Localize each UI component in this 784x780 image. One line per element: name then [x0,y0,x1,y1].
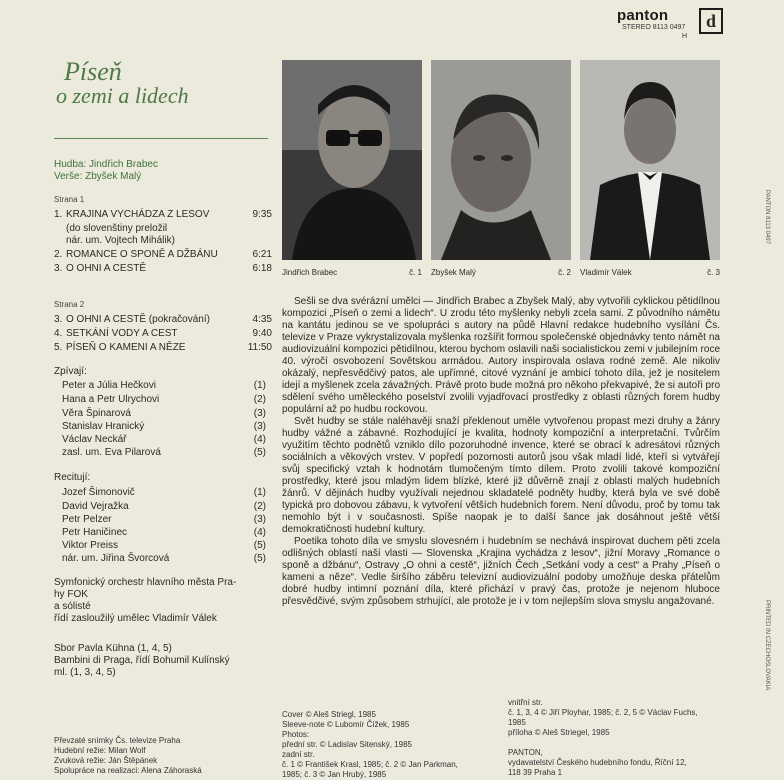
orchestra-credit: Symfonický orchestr hlavního města Pra- hy FOK a sólisté řídí zasloužilý umělec Vladimír Válek [54,577,237,624]
singers-header: Zpívají: [54,366,87,377]
reciters-header: Recitují: [54,472,91,483]
footer-publisher: vnitřní str. č. 1, 3, 4 © Jiří Ployhar, 1985; č. 2, 5 © Václav Fuchs, 1985 příloha © Aleš Striegel, 1985 PANTON, vydavatelství Českého hudebního fondu, Říční 12, 118 39 Praha 1 [508,698,698,777]
list-item: Petr Pelzer (3) [62,514,266,525]
photo-brabec [282,60,422,260]
choir-credit: Sbor Pavla Kühna (1, 4, 5) Bambini di Praga, řídí Bohumil Kulínský ml. (1, 3, 4, 5) [54,643,230,678]
track-row: 2. ROMANCE O SPONĚ A DŽBÁNU 6:21 [54,249,272,260]
footer-production: Převzaté snímky Čs. televize Praha Hudební režie: Milan Wolf Zvuková režie: Ján Štěpánek Spolupráce na realizaci: Alena Záhoraská [54,736,202,775]
panton-logo: d [699,8,723,34]
album-title [54,57,264,108]
sleeve-note [282,296,720,608]
track-row: 5. PÍSEŇ O KAMENI A NĚZE 11:50 [54,342,272,353]
list-item: Peter a Júlia Hečkovi (1) [62,380,266,391]
title-divider [54,138,268,139]
photo-maly [431,60,571,260]
music-credit: Hudba: Jindřich Brabec [54,159,158,170]
list-item: zasl. um. Eva Pilarová (5) [62,447,266,458]
track-row: 4. SETKÁNÍ VODY A CEST 9:40 [54,328,272,339]
track-row: 3. O OHNI A CESTĚ (pokračování) 4:35 [54,314,272,325]
album-title-line2: o zemi a lidech [56,83,189,108]
list-item: Viktor Preiss (5) [62,540,266,551]
track-row: 3. O OHNI A CESTĚ 6:18 [54,263,272,274]
list-item: Stanislav Hranický (3) [62,421,266,432]
side2-label: Strana 2 [54,300,85,309]
track-note: nár. um. Vojtech Mihálik) [66,235,175,246]
spine-text-top: PANTON 8113 0497 [764,190,770,245]
list-item: David Vejražka (2) [62,501,266,512]
lyrics-credit: Verše: Zbyšek Malý [54,171,142,182]
track-row: 1. KRAJINA VYCHÁDZA Z LESOV 9:35 [54,209,272,220]
catalog-suffix: H [682,33,688,40]
list-item: nár. um. Jiřina Švorcová (5) [62,553,266,564]
photo-caption: Vladimír Válek č. 3 [580,268,720,277]
paragraph: Poetika tohoto díla ve smyslu slovesném i hudebním se nechává inspirovat duchem pěti zcela odlišných oblastí naší vlasti — Slovenska „Krajina vychádza z lesov“, jižní Moravy „Romance o sponě a džbánu“, Ostravy „O ohni a cestě“, jižních Čech „Setkání vody a cest“ a Prahy „Píseň o kameni a něze“. Vedle širšího záběru televizní audiovizuální podoby umožňuje deska přátelům dobré hudby intimní poznání díla, které přichází v pravý čas, protože je nejenom hluboce přesvědčivé, svým způsobem strhující, ale protože je i v tom nejlepším slova smyslu angažované. [282,536,720,607]
side1-label: Strana 1 [54,195,85,204]
catalog-number: STEREO 8113 0497 [622,24,686,31]
list-item: Jozef Šimonovič (1) [62,487,266,498]
photo-caption: Jindřich Brabec č. 1 [282,268,422,277]
photo-caption: Zbyšek Malý č. 2 [431,268,571,277]
brand-name: panton [617,7,669,24]
list-item: Petr Haničinec (4) [62,527,266,538]
spine-text-bottom: PRINTED IN CZECHOSLOVAKIA [764,600,770,691]
footer-image-credits: Cover © Aleš Striegl, 1985 Sleeve-note © Lubomír Čížek, 1985 Photos: přední str. © Ladislav Sitenský, 1985 zadní str. č. 1 © František Krasl, 1985; č. 2 © Jan Parkman, 1985; č. 3 © Jan Hrubý, 1985 [282,710,458,779]
track-note: (do slovenštiny preložil [66,223,168,234]
list-item: Václav Neckář (4) [62,434,266,445]
album-title-line1: Píseň [64,57,122,86]
photo-valek [580,60,720,260]
list-item: Hana a Petr Ulrychovi (2) [62,394,266,405]
paragraph: Sešli se dva svérázní umělci — Jindřich Brabec a Zbyšek Malý, aby vytvořili cyklickou pětidílnou kompozici „Píseň o zemi a lidech“. U zrodu této myšlenky nebyli zcela sami. Z původního námětu na kantátu jedinou se ve spolupráci s autory na půdě Hlavní redakce hudebního vysílání Čs. televize v Praze vykrystalizovala myšlenka rozšířit formou společenské objednávky tento námět na audiovizuální kompozici pětidílnou, kterou bychom oslavili naši socialistickou zemi v jubilejním roce 40. výročí osvobození Sovětskou armádou. Autory inspirovala oslava rodné země. Ale nikoliv okázalý, nepřesvědčivý patos, ale upřímné, citové vyznání je ambicí tohoto díla, jež je nositelem idejí a myšlenek zcela závažných. Právě proto bude možná pro někoho překvapivé, že si autoři pro sdělení svého uměleckého poselství zvolili vyjadřovací prostředky z oblasti různých forem hudby populární až po hudbu rockovou. [282,296,721,415]
list-item: Věra Špinarová (3) [62,408,266,419]
paragraph: Svět hudby se stále naléhavěji snaží překlenout uměle vytvořenou propast mezi druhy a žánry hudby vážné a zábavné. Rozhodující je kvalita, hodnoty kompoziční a interpretační. Tvůrčím využitím těchto podnětů vzniklo dílo pozoruhodné invence, které se obrací k adresátovi různých sociálních a věkových vrstev. V popředí pozornosti autorů jsou však mladí lidé, kteří si vytvářejí svůj specifický vztah k hodnotám tlumočeným tímto dílem. Proto zvolili takové kompoziční prostředky, které jsou mladým lidem blízké, které již důvěrně znají z oblasti malých hudebních žánrů. V dějinách hudby využívali nejednou skladatelé podněty hudby, která byla ve své době typická pro dobovou zábavu, k vytvoření větších hudebních forem. Není důvodu, proč by tomu tak nemohlo být i v současnosti. Spíše naopak je to další šance jak dosáhnout ještě větší demokratičnosti hudební kultury. [282,416,720,535]
